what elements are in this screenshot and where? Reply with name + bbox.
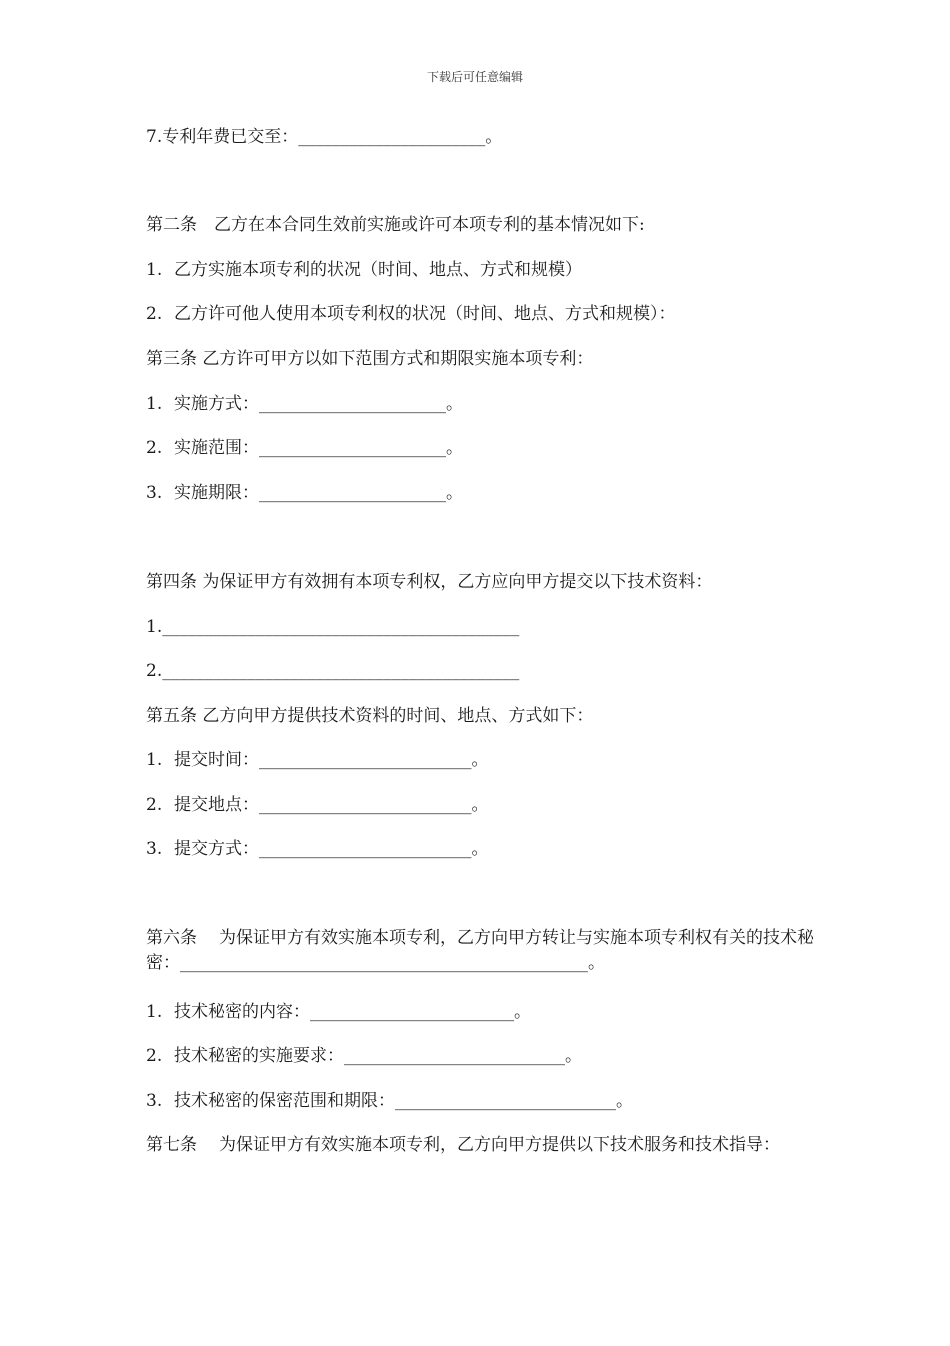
- item-text: 实施期限：______________________。: [174, 483, 463, 503]
- item-text: 提交时间：_________________________。: [174, 750, 489, 770]
- article-3-item-1: [146, 394, 463, 414]
- article-3-heading: 第三条 乙方许可甲方以如下范围方式和期限实施本项专利：: [146, 349, 594, 369]
- item-number: 3.: [146, 839, 163, 859]
- article-text: 为保证甲方有效实施本项专利，乙方向甲方转让与实施本项专利权有关的技术秘密：________________________________________________。: [146, 928, 814, 973]
- article-6-item-2: [146, 1046, 582, 1066]
- article-6-item-1: [146, 1002, 531, 1022]
- item-number: 3.: [146, 483, 163, 503]
- article-label: 第六条: [146, 928, 197, 948]
- page-header: 下载后可任意编辑: [426, 70, 523, 84]
- article-2-item-2: [146, 304, 676, 324]
- item-text: 技术秘密的保密范围和期限：__________________________。: [174, 1091, 633, 1111]
- item-text: 提交方式：_________________________。: [174, 839, 489, 859]
- item-text: 乙方许可他人使用本项专利权的状况（时间、地点、方式和规模）：: [174, 304, 676, 324]
- item-text: 技术秘密的实施要求：__________________________。: [174, 1046, 582, 1066]
- article-2-heading: [146, 215, 645, 235]
- article-label: 第七条: [146, 1135, 197, 1155]
- article-4-heading: 第四条 为保证甲方有效拥有本项专利权，乙方应向甲方提交以下技术资料：: [146, 572, 713, 592]
- item-text: 技术秘密的内容：________________________。: [174, 1002, 531, 1022]
- article-7-heading: [146, 1133, 814, 1158]
- article-5-heading: 第五条 乙方向甲方提供技术资料的时间、地点、方式如下：: [146, 706, 594, 726]
- item-number: 1.: [146, 1002, 163, 1022]
- item-number: 2.: [146, 304, 163, 324]
- article-6-heading: [146, 926, 814, 976]
- article-label: 第二条: [146, 215, 197, 235]
- item-number: 1.: [146, 394, 163, 414]
- article-6-item-3: [146, 1091, 633, 1111]
- item-text: 实施范围：______________________。: [174, 438, 463, 458]
- item-number: 1.: [146, 260, 163, 280]
- article-text: 乙方在本合同生效前实施或许可本项专利的基本情况如下:: [214, 215, 645, 235]
- patent-fee-line: 7.专利年费已交至：______________________。: [146, 127, 503, 147]
- article-5-item-2: [146, 795, 489, 815]
- article-4-item-1: 1.__________________________________________: [146, 617, 520, 637]
- item-text: 乙方实施本项专利的状况（时间、地点、方式和规模）: [174, 260, 582, 280]
- article-text: 为保证甲方有效实施本项专利，乙方向甲方提供以下技术服务和技术指导：: [219, 1135, 780, 1155]
- item-number: 2.: [146, 438, 163, 458]
- article-5-item-3: [146, 839, 489, 859]
- article-4-item-2: 2.__________________________________________: [146, 661, 520, 681]
- article-3-item-3: [146, 483, 463, 503]
- item-number: 2.: [146, 1046, 163, 1066]
- item-text: 实施方式：______________________。: [174, 394, 463, 414]
- item-number: 1.: [146, 750, 163, 770]
- article-5-item-1: [146, 750, 489, 770]
- item-text: 提交地点：_________________________。: [174, 795, 489, 815]
- item-number: 3.: [146, 1091, 163, 1111]
- item-number: 2.: [146, 795, 163, 815]
- article-3-item-2: [146, 438, 463, 458]
- article-2-item-1: [146, 260, 582, 280]
